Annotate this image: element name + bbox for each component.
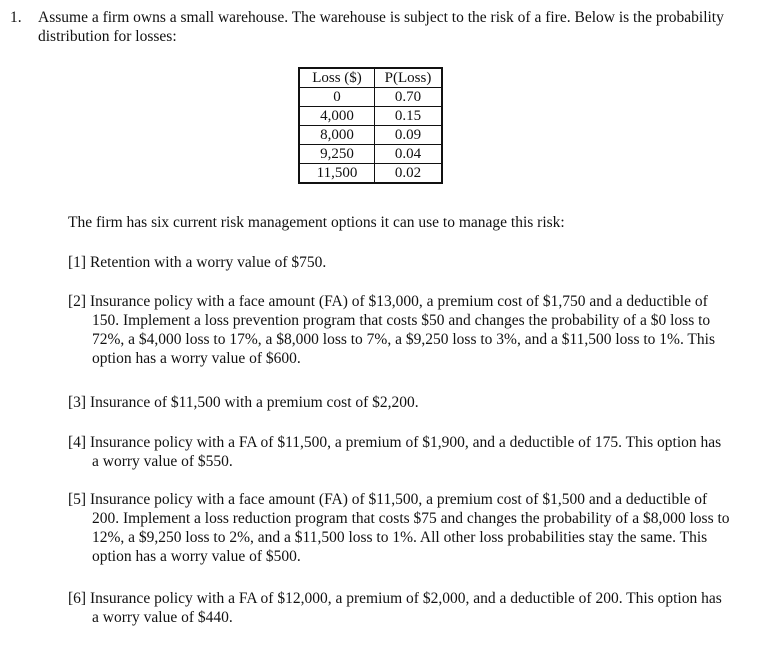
header-loss: Loss ($) xyxy=(299,68,375,88)
option-2 xyxy=(68,292,730,368)
probability-cell: 0.15 xyxy=(375,107,443,126)
table-row xyxy=(299,145,442,164)
option-3 xyxy=(68,393,730,412)
option-6 xyxy=(68,589,730,627)
option-1-text: [1] Retention with a worry value of $750. xyxy=(68,254,327,271)
options-intro: The firm has six current risk management options it can use to manage this risk: xyxy=(68,214,565,231)
table-row xyxy=(299,164,442,184)
table-header-row xyxy=(299,68,442,88)
option-4-text: [4] Insurance policy with a FA of $11,500, a premium of $1,900, and a deductible of 175. This option has a worry value of $550. xyxy=(68,434,722,470)
option-1 xyxy=(68,253,730,272)
probability-cell: 0.70 xyxy=(375,88,443,107)
table-row xyxy=(299,88,442,107)
loss-cell: 4,000 xyxy=(299,107,375,126)
option-3-text: [3] Insurance of $11,500 with a premium cost of $2,200. xyxy=(68,394,419,411)
loss-cell: 11,500 xyxy=(299,164,375,184)
loss-probability-table xyxy=(298,67,443,184)
probability-cell: 0.04 xyxy=(375,145,443,164)
loss-cell: 9,250 xyxy=(299,145,375,164)
table-row xyxy=(299,126,442,145)
header-probability: P(Loss) xyxy=(375,68,443,88)
option-4 xyxy=(68,433,730,471)
option-2-text: [2] Insurance policy with a face amount (FA) of $13,000, a premium cost of $1,750 and a deductible of 150. Implement a loss prevention program that costs $50 and changes the probability of a $0 loss to 72%, a $4,000 loss to 17%, a $8,000 loss to 7%, a $9,250 loss to 3%, and a $11,500 loss to 1%. This option has a worry value of $600. xyxy=(68,293,715,367)
probability-cell: 0.02 xyxy=(375,164,443,184)
loss-cell: 8,000 xyxy=(299,126,375,145)
option-5-text: [5] Insurance policy with a face amount (FA) of $11,500, a premium cost of $1,500 and a deductible of 200. Implement a loss reduction program that costs $75 and changes the probability of a $8,000 loss to 12%, a $9,250 loss to 2%, and a $11,500 loss to 1%. All other loss probabilities stay the same. This option has a worry value of $500. xyxy=(68,491,730,565)
option-6-text: [6] Insurance policy with a FA of $12,000, a premium of $2,000, and a deductible of 200. This option has a worry value of $440. xyxy=(68,590,722,626)
probability-cell: 0.09 xyxy=(375,126,443,145)
problem-intro: Assume a firm owns a small warehouse. The warehouse is subject to the risk of a fire. Below is the probability distribution for losses: xyxy=(38,9,724,45)
table-row xyxy=(299,107,442,126)
loss-cell: 0 xyxy=(299,88,375,107)
problem-number: 1. xyxy=(10,9,22,26)
option-5 xyxy=(68,490,730,566)
